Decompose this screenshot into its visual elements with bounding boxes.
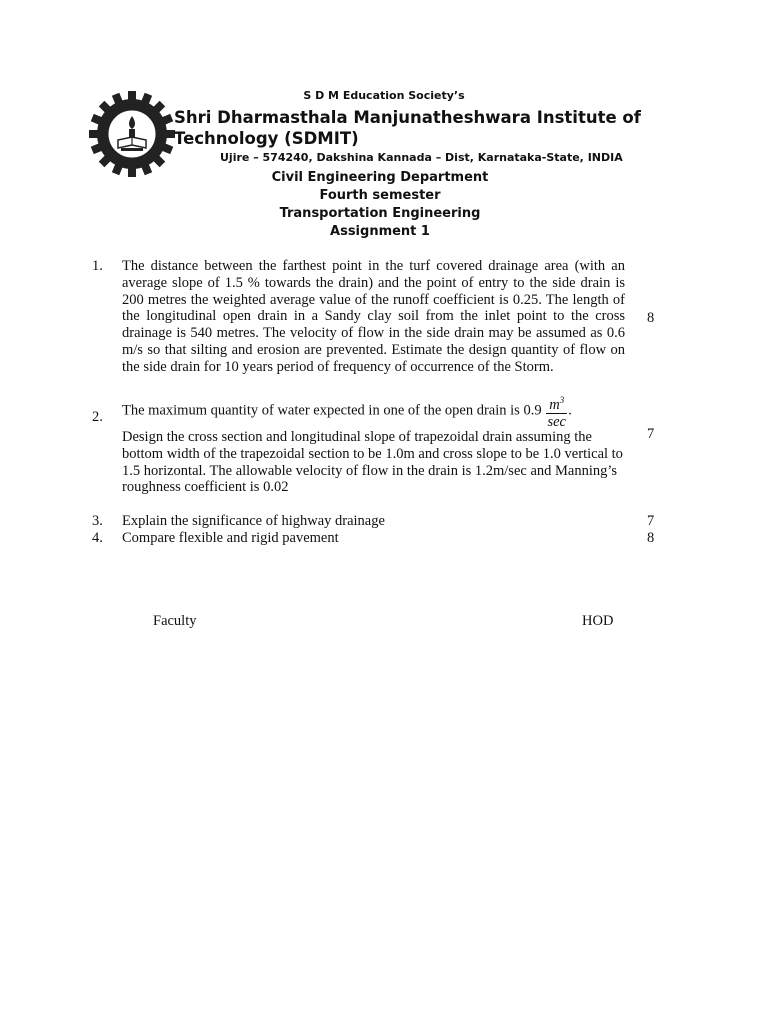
question-text: Design the cross section and longitudinal slope of trapezoidal drain assuming the bottom width of the trapezoidal section to be 1.0m and cross slope to be 1.0 vertical to 1.5 horizontal. The allowable velocity of flow in the drain is 1.2m/sec and Manning’s roughness coefficient is 0.02	[122, 429, 623, 496]
hod-signature-label: HOD	[582, 613, 614, 629]
unit-denominator: sec	[547, 413, 566, 430]
flow-unit-fraction	[546, 392, 567, 430]
question-intro	[122, 392, 632, 430]
subject-title: Transportation Engineering	[279, 206, 481, 221]
unit-end: .	[568, 402, 572, 419]
question-marks: 7	[647, 426, 655, 442]
gear-emblem-icon	[88, 90, 176, 178]
society-name: S D M Education Society’s	[303, 89, 465, 102]
institute-logo	[88, 90, 176, 178]
semester-title: Fourth semester	[319, 188, 441, 203]
question-text: Explain the significance of highway drainage	[122, 513, 385, 529]
question-number: 2.	[92, 409, 103, 425]
question-number: 4.	[92, 530, 103, 546]
question-text: Compare flexible and rigid pavement	[122, 530, 339, 546]
question-text: The distance between the farthest point in the turf covered drainage area (with an average slope of 1.5 % towards the drain) and the point of entry to the side drain is 200 metres the weighted average value of the runoff coefficient is 0.25. The length of the longitudinal open drain in a Sandy clay soil from the inlet point to the cross drainage is 540 metres. The velocity of flow in the side drain may be assumed as 0.6 m/s so that silting and erosion are prevented. Estimate the design quantity of flow on the side drain for 10 years period of frequency of occurrence of the Storm.	[122, 258, 625, 375]
faculty-signature-label: Faculty	[153, 613, 197, 629]
institute-name: Shri Dharmasthala Manjunatheshwara Institute of Technology (SDMIT)	[174, 108, 641, 148]
question-marks: 8	[647, 530, 655, 546]
department-title: Civil Engineering Department	[271, 170, 489, 185]
question-marks: 8	[647, 310, 655, 326]
unit-exponent: 3	[559, 395, 565, 405]
question-marks: 7	[647, 513, 655, 529]
assignment-title: Assignment 1	[330, 224, 430, 239]
question-intro-text: The maximum quantity of water expected in one of the open drain is 0.9	[122, 402, 542, 419]
question-number: 1.	[92, 258, 103, 274]
institute-address: Ujire – 574240, Dakshina Kannada – Dist, Karnataka-State, INDIA	[220, 151, 623, 164]
unit-numerator: m	[549, 396, 560, 413]
question-number: 3.	[92, 513, 103, 529]
